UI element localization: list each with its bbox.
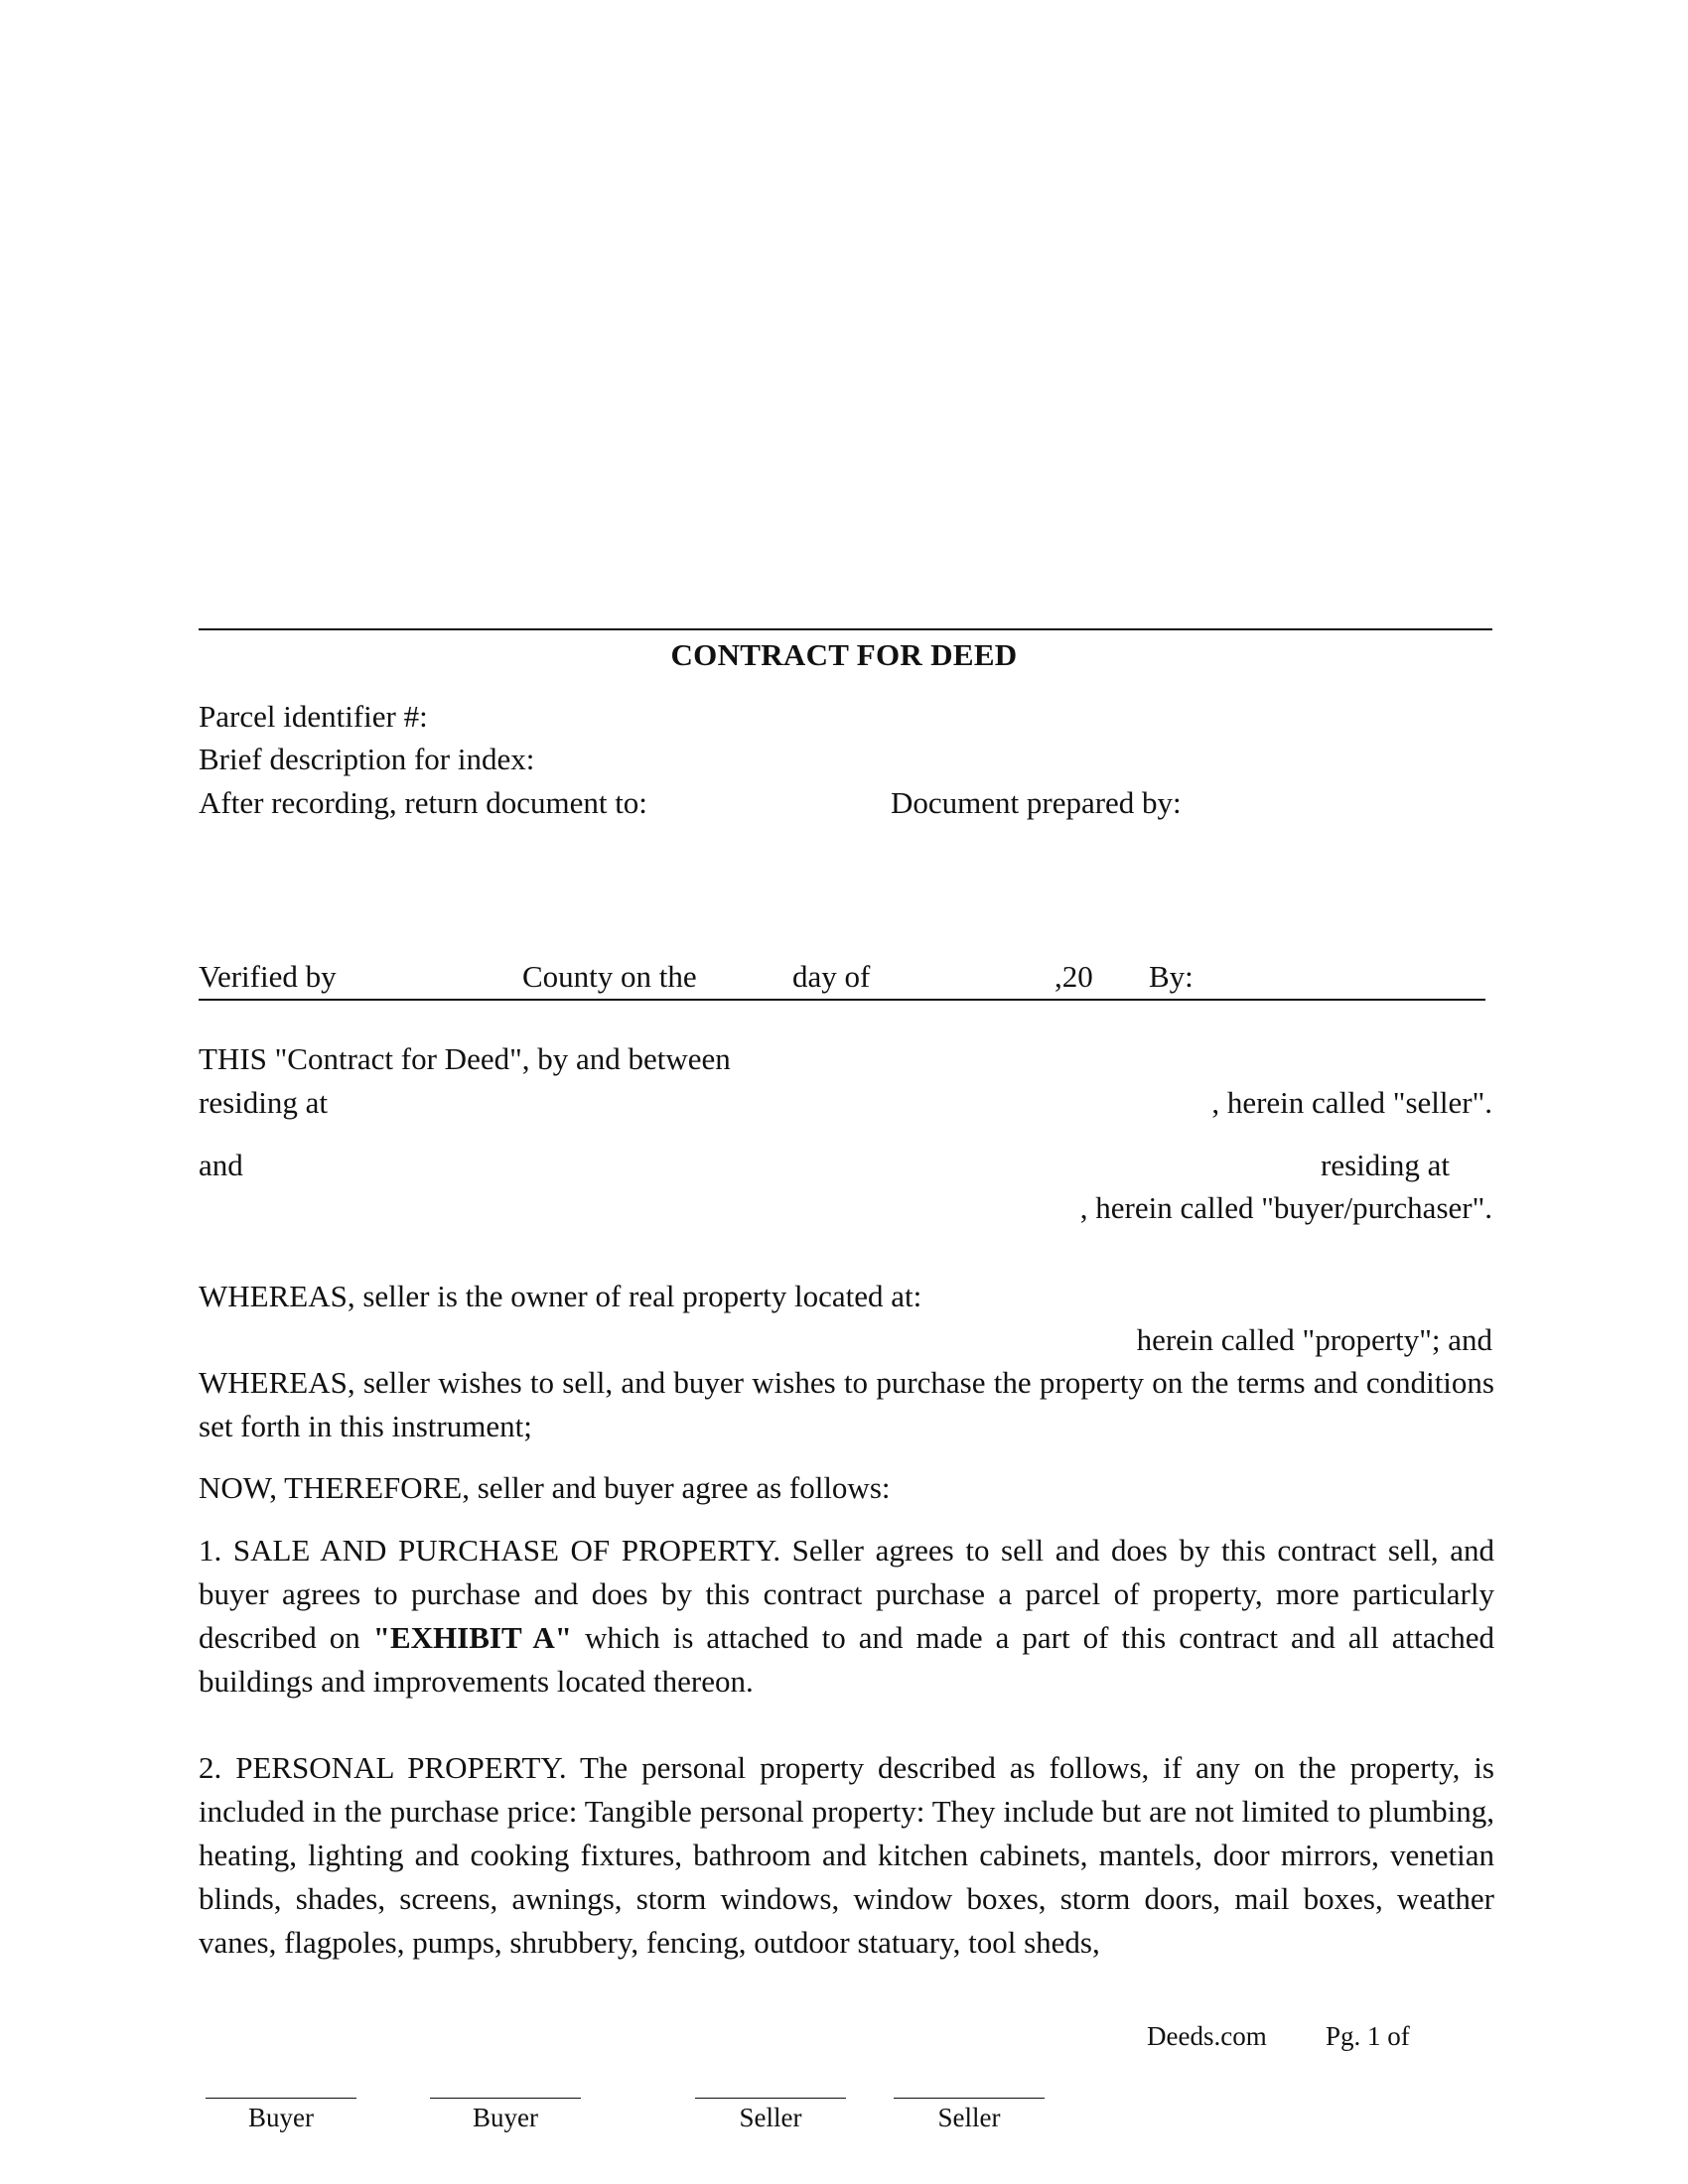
whereas-wishes: WHEREAS, seller wishes to sell, and buyer wishes to purchase the property on the terms and conditions set forth in this instrument; [199,1365,1494,1443]
buyer-signature-line-1 [206,2098,356,2099]
brief-description-label: Brief description for index: [199,742,535,776]
by-label: By: [1149,959,1194,994]
verification-line [199,959,1485,1001]
footer-page-number: Pg. 1 of [1326,2021,1410,2051]
buyer-signature-label-2: Buyer [473,2103,538,2132]
seller-called-text: , herein called "seller". [1211,1085,1492,1120]
whereas-owner: WHEREAS, seller is the owner of real property located at: [199,1279,922,1313]
section-2-personal-property: 2. PERSONAL PROPERTY. The personal property described as follows, if any on the property, is included in the purchase price: Tangible personal property: They include but are not limited to plumbing, heating, lighting and cooking fixtures, bathroom and kitchen cabinets, mantels, door mirrors, venetian blinds, shades, screens, awnings, storm windows, window boxes, storm doors, mail boxes, weather vanes, flagpoles, pumps, shrubbery, fencing, outdoor statuary, tool sheds, [199,1750,1494,1960]
parcel-identifier-label: Parcel identifier #: [199,699,428,734]
section-1-text-a: 1. SALE AND PURCHASE OF PROPERTY. Seller agrees to sell and does by this contract sell, and buyer agrees to purchase and does by this contract purchase a parcel of property, more particularly described on [199,1533,1494,1655]
now-therefore: NOW, THEREFORE, seller and buyer agree as follows: [199,1470,891,1505]
seller-signature-label-1: Seller [739,2103,802,2132]
section-1-text-b: which is attached to and made a part of this contract and all attached buildings and improvements located thereon. [199,1620,1495,1699]
verified-by-label: Verified by [199,959,337,994]
seller-residing-label: residing at [199,1085,328,1120]
day-of-label: day of [792,959,871,994]
footer-site: Deeds.com [1147,2021,1267,2051]
return-to-label: After recording, return document to: [199,785,647,820]
and-label: and [199,1148,243,1182]
header-rule [199,628,1492,630]
seller-signature-line-2 [894,2098,1045,2099]
seller-signature-label-2: Seller [937,2103,1001,2132]
county-label: County on the [522,959,697,994]
section-1-sale-and-purchase [199,1529,1494,1704]
seller-signature-line-1 [695,2098,846,2099]
property-called-text: herein called "property"; and [1136,1322,1492,1357]
year-label: ,20 [1055,959,1093,994]
buyer-signature-line-2 [430,2098,581,2099]
buyer-signature-label-1: Buyer [248,2103,314,2132]
document-title: CONTRACT FOR DEED [670,637,1018,672]
buyer-residing-label: residing at [1321,1148,1450,1182]
exhibit-a-reference: "EXHIBIT A" [372,1620,572,1655]
prepared-by-label: Document prepared by: [891,785,1182,820]
buyer-called-text: , herein called "buyer/purchaser". [1079,1190,1492,1225]
parties-intro: THIS "Contract for Deed", by and between [199,1041,731,1076]
